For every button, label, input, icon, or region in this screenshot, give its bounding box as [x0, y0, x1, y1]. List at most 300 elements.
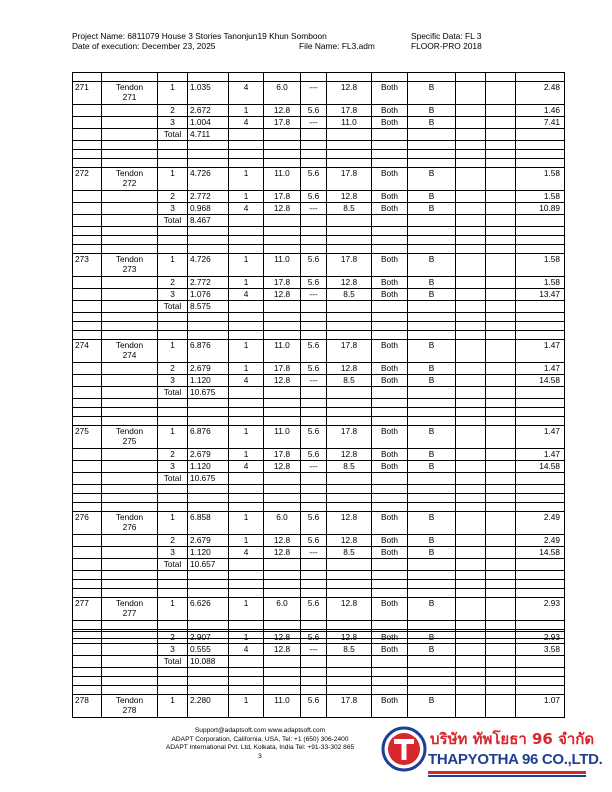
height-mid: 5.6 — [301, 449, 327, 461]
empty-cell — [301, 559, 327, 571]
empty-cell — [73, 485, 102, 494]
empty-cell — [456, 105, 486, 117]
empty-cell — [188, 150, 229, 159]
height-right: 12.8 — [327, 449, 372, 461]
empty-cell — [486, 571, 516, 580]
shape-type: 4 — [229, 547, 264, 559]
stressing-end: Both — [372, 117, 408, 129]
empty-cell — [486, 245, 516, 254]
empty-cell — [301, 301, 327, 313]
anchor-type: B — [408, 632, 456, 644]
empty-cell — [264, 571, 301, 580]
shape-type: 4 — [229, 644, 264, 656]
empty-cell — [264, 485, 301, 494]
empty-cell — [327, 580, 372, 589]
empty-cell — [229, 408, 264, 417]
empty-cell — [158, 571, 188, 580]
height-right: 12.8 — [327, 82, 372, 105]
total-label: Total — [158, 129, 188, 141]
empty-cell — [73, 150, 102, 159]
empty-cell — [301, 494, 327, 503]
tendon-id — [73, 363, 102, 375]
total-row — [73, 387, 565, 399]
empty-cell — [327, 227, 372, 236]
span-number: 2 — [158, 191, 188, 203]
empty-cell — [372, 129, 408, 141]
height-right: 8.5 — [327, 461, 372, 473]
height-left: 12.8 — [264, 535, 301, 547]
empty-cell — [408, 571, 456, 580]
anchor-type: B — [408, 82, 456, 105]
anchor-type: B — [408, 363, 456, 375]
empty-cell — [301, 686, 327, 695]
empty-cell — [229, 129, 264, 141]
empty-cell — [264, 559, 301, 571]
length-value: 6.626 — [188, 598, 229, 621]
empty-cell — [456, 82, 486, 105]
empty-cell — [486, 331, 516, 340]
span-number: 2 — [158, 105, 188, 117]
empty-cell — [456, 408, 486, 417]
empty-cell — [158, 621, 188, 630]
empty-cell — [188, 313, 229, 322]
empty-cell — [301, 503, 327, 512]
total-row — [73, 656, 565, 668]
span-number: 2 — [158, 632, 188, 644]
height-right: 17.8 — [327, 105, 372, 117]
blank-row — [73, 408, 565, 417]
shape-type: 1 — [229, 277, 264, 289]
elongation-value: 7.41 — [516, 117, 565, 129]
empty-cell — [73, 408, 102, 417]
tendon-id: 273 — [73, 254, 102, 277]
tendon-number: 278 — [122, 705, 137, 715]
empty-cell — [456, 580, 486, 589]
table-row — [73, 117, 565, 129]
stressing-end: Both — [372, 632, 408, 644]
empty-cell — [73, 656, 102, 668]
empty-cell — [516, 215, 565, 227]
empty-cell — [486, 399, 516, 408]
shape-type: 4 — [229, 289, 264, 301]
blank-row — [73, 668, 565, 677]
empty-cell — [516, 677, 565, 686]
empty-cell — [408, 485, 456, 494]
empty-cell — [102, 399, 158, 408]
empty-cell — [327, 150, 372, 159]
empty-cell — [264, 399, 301, 408]
total-value: 10.675 — [188, 473, 229, 485]
empty-cell — [264, 129, 301, 141]
empty-cell — [456, 313, 486, 322]
empty-cell — [516, 150, 565, 159]
empty-cell — [188, 580, 229, 589]
empty-cell — [516, 227, 565, 236]
anchor-type: B — [408, 449, 456, 461]
empty-cell — [73, 494, 102, 503]
empty-cell — [327, 559, 372, 571]
empty-cell — [516, 141, 565, 150]
shape-type: 1 — [229, 363, 264, 375]
empty-cell — [188, 236, 229, 245]
stressing-end: Both — [372, 426, 408, 449]
height-mid: 5.6 — [301, 340, 327, 363]
elongation-value: 2.49 — [516, 535, 565, 547]
length-value: 2.772 — [188, 191, 229, 203]
logo-underline-red — [428, 771, 586, 774]
empty-cell — [327, 141, 372, 150]
span-number: 1 — [158, 254, 188, 277]
empty-cell — [408, 150, 456, 159]
empty-cell — [264, 621, 301, 630]
empty-cell — [264, 668, 301, 677]
height-right: 12.8 — [327, 535, 372, 547]
empty-cell — [264, 473, 301, 485]
empty-cell — [188, 668, 229, 677]
empty-cell — [516, 129, 565, 141]
blank-row — [73, 236, 565, 245]
tendon-id — [73, 461, 102, 473]
empty-cell — [73, 417, 102, 426]
tendon-label — [102, 632, 158, 644]
empty-cell — [102, 485, 158, 494]
empty-cell — [158, 331, 188, 340]
empty-cell — [408, 73, 456, 82]
tendon-word: Tendon — [115, 426, 144, 436]
shape-type: 1 — [229, 449, 264, 461]
elongation-value: 1.58 — [516, 168, 565, 191]
blank-row — [73, 494, 565, 503]
empty-cell — [264, 322, 301, 331]
height-left: 12.8 — [264, 461, 301, 473]
empty-cell — [486, 656, 516, 668]
empty-cell — [102, 387, 158, 399]
empty-cell — [102, 559, 158, 571]
empty-cell — [301, 129, 327, 141]
empty-cell — [372, 408, 408, 417]
empty-cell — [372, 571, 408, 580]
empty-cell — [264, 417, 301, 426]
empty-cell — [158, 236, 188, 245]
empty-cell — [188, 331, 229, 340]
empty-cell — [456, 277, 486, 289]
anchor-type: B — [408, 277, 456, 289]
shape-type: 1 — [229, 340, 264, 363]
table-row — [73, 632, 565, 644]
empty-cell — [327, 129, 372, 141]
empty-cell — [486, 559, 516, 571]
empty-cell — [456, 426, 486, 449]
empty-cell — [486, 598, 516, 621]
elongation-value: 1.47 — [516, 449, 565, 461]
tendon-number: 271 — [122, 92, 137, 102]
empty-cell — [456, 589, 486, 598]
empty-cell — [158, 668, 188, 677]
footer-line-1: Support@adaptsoft.com www.adaptsoft.com — [194, 727, 326, 734]
height-left: 6.0 — [264, 598, 301, 621]
empty-cell — [486, 668, 516, 677]
empty-cell — [486, 644, 516, 656]
stressing-end: Both — [372, 277, 408, 289]
tendon-label — [102, 191, 158, 203]
total-label: Total — [158, 215, 188, 227]
elongation-value: 10.89 — [516, 203, 565, 215]
empty-cell — [456, 686, 486, 695]
logo-thai-name: บริษัท ทัพโยธา 96 จำกัด — [430, 730, 595, 748]
empty-cell — [73, 236, 102, 245]
height-left: 11.0 — [264, 254, 301, 277]
anchor-type: B — [408, 426, 456, 449]
empty-cell — [327, 387, 372, 399]
length-value: 6.876 — [188, 426, 229, 449]
blank-row — [73, 245, 565, 254]
empty-cell — [486, 73, 516, 82]
stressing-end: Both — [372, 461, 408, 473]
empty-cell — [301, 227, 327, 236]
empty-cell — [188, 227, 229, 236]
tendon-id — [73, 105, 102, 117]
stressing-end: Both — [372, 82, 408, 105]
tendon-id — [73, 203, 102, 215]
empty-cell — [188, 141, 229, 150]
empty-cell — [102, 227, 158, 236]
empty-cell — [229, 313, 264, 322]
empty-cell — [229, 322, 264, 331]
anchor-type: B — [408, 644, 456, 656]
empty-cell — [102, 301, 158, 313]
elongation-value: 14.58 — [516, 375, 565, 387]
empty-cell — [408, 159, 456, 168]
empty-cell — [264, 503, 301, 512]
shape-type: 1 — [229, 105, 264, 117]
empty-cell — [456, 677, 486, 686]
empty-cell — [264, 245, 301, 254]
empty-cell — [486, 580, 516, 589]
empty-cell — [456, 331, 486, 340]
empty-cell — [327, 686, 372, 695]
empty-cell — [301, 399, 327, 408]
empty-cell — [158, 485, 188, 494]
empty-cell — [372, 236, 408, 245]
empty-cell — [327, 408, 372, 417]
shape-type: 1 — [229, 535, 264, 547]
height-mid: 5.6 — [301, 105, 327, 117]
empty-cell — [516, 571, 565, 580]
empty-cell — [486, 277, 516, 289]
empty-cell — [327, 503, 372, 512]
span-number: 3 — [158, 289, 188, 301]
empty-cell — [456, 159, 486, 168]
empty-cell — [73, 141, 102, 150]
height-left: 6.0 — [264, 512, 301, 535]
shape-type: 4 — [229, 461, 264, 473]
height-right: 12.8 — [327, 598, 372, 621]
empty-cell — [229, 677, 264, 686]
empty-cell — [229, 473, 264, 485]
empty-cell — [229, 571, 264, 580]
empty-cell — [486, 289, 516, 301]
empty-cell — [301, 322, 327, 331]
empty-cell — [408, 236, 456, 245]
height-left: 17.8 — [264, 277, 301, 289]
empty-cell — [456, 695, 486, 718]
empty-cell — [456, 644, 486, 656]
empty-cell — [408, 686, 456, 695]
empty-cell — [486, 191, 516, 203]
height-mid: 5.6 — [301, 426, 327, 449]
anchor-type: B — [408, 547, 456, 559]
empty-cell — [73, 677, 102, 686]
empty-cell — [372, 485, 408, 494]
height-mid: --- — [301, 203, 327, 215]
table-row — [73, 535, 565, 547]
empty-cell — [158, 227, 188, 236]
empty-cell — [102, 473, 158, 485]
stressing-end: Both — [372, 547, 408, 559]
empty-cell — [188, 322, 229, 331]
empty-cell — [516, 399, 565, 408]
span-number: 1 — [158, 168, 188, 191]
empty-cell — [102, 494, 158, 503]
height-right: 17.8 — [327, 426, 372, 449]
stressing-end: Both — [372, 535, 408, 547]
blank-row — [73, 399, 565, 408]
empty-cell — [102, 322, 158, 331]
empty-cell — [516, 473, 565, 485]
empty-cell — [158, 589, 188, 598]
empty-cell — [486, 494, 516, 503]
empty-cell — [516, 621, 565, 630]
table-row — [73, 340, 565, 363]
project-name: Project Name: 6811079 House 3 Stories Tanonjun19 Khun Somboon — [72, 31, 327, 41]
span-number: 2 — [158, 363, 188, 375]
empty-cell — [73, 686, 102, 695]
empty-cell — [372, 473, 408, 485]
height-mid: --- — [301, 461, 327, 473]
empty-cell — [456, 559, 486, 571]
tendon-id — [73, 547, 102, 559]
anchor-type: B — [408, 117, 456, 129]
page-number: 3 — [258, 752, 262, 760]
tendon-label — [102, 117, 158, 129]
empty-cell — [229, 580, 264, 589]
empty-cell — [486, 677, 516, 686]
tendon-number: 272 — [122, 178, 137, 188]
empty-cell — [301, 473, 327, 485]
tendon-label — [102, 254, 158, 277]
total-value: 8.467 — [188, 215, 229, 227]
blank-row — [73, 571, 565, 580]
height-mid: 5.6 — [301, 535, 327, 547]
empty-cell — [456, 598, 486, 621]
empty-cell — [408, 494, 456, 503]
empty-cell — [372, 322, 408, 331]
span-number: 2 — [158, 277, 188, 289]
empty-cell — [264, 494, 301, 503]
empty-cell — [327, 301, 372, 313]
anchor-type: B — [408, 695, 456, 718]
height-left: 12.8 — [264, 203, 301, 215]
shape-type: 1 — [229, 598, 264, 621]
length-value: 0.555 — [188, 644, 229, 656]
blank-row — [73, 621, 565, 630]
span-number: 1 — [158, 426, 188, 449]
empty-cell — [516, 322, 565, 331]
length-value: 1.120 — [188, 461, 229, 473]
empty-cell — [456, 449, 486, 461]
blank-row — [73, 73, 565, 82]
empty-cell — [73, 301, 102, 313]
height-mid: --- — [301, 375, 327, 387]
empty-cell — [456, 322, 486, 331]
empty-cell — [73, 159, 102, 168]
empty-cell — [516, 245, 565, 254]
empty-cell — [486, 449, 516, 461]
empty-cell — [188, 408, 229, 417]
empty-cell — [456, 150, 486, 159]
empty-cell — [456, 461, 486, 473]
height-left: 12.8 — [264, 289, 301, 301]
height-right: 8.5 — [327, 375, 372, 387]
empty-cell — [456, 73, 486, 82]
empty-cell — [486, 215, 516, 227]
empty-cell — [264, 313, 301, 322]
empty-cell — [456, 656, 486, 668]
empty-cell — [408, 589, 456, 598]
empty-cell — [372, 331, 408, 340]
empty-cell — [456, 399, 486, 408]
anchor-type: B — [408, 168, 456, 191]
elongation-value: 3.58 — [516, 644, 565, 656]
blank-row — [73, 159, 565, 168]
height-mid: 5.6 — [301, 191, 327, 203]
stressing-end: Both — [372, 375, 408, 387]
empty-cell — [372, 227, 408, 236]
tendon-label — [102, 695, 158, 718]
anchor-type: B — [408, 461, 456, 473]
empty-cell — [229, 686, 264, 695]
empty-cell — [486, 695, 516, 718]
total-label: Total — [158, 473, 188, 485]
empty-cell — [158, 686, 188, 695]
height-mid: 5.6 — [301, 168, 327, 191]
tendon-number: 277 — [122, 608, 137, 618]
empty-cell — [408, 668, 456, 677]
blank-row — [73, 503, 565, 512]
empty-cell — [229, 159, 264, 168]
height-mid: 5.6 — [301, 695, 327, 718]
height-left: 11.0 — [264, 695, 301, 718]
tendon-id: 278 — [73, 695, 102, 718]
anchor-type: B — [408, 598, 456, 621]
stressing-end: Both — [372, 191, 408, 203]
empty-cell — [408, 408, 456, 417]
empty-cell — [73, 129, 102, 141]
empty-cell — [516, 73, 565, 82]
height-mid: --- — [301, 547, 327, 559]
anchor-type: B — [408, 191, 456, 203]
empty-cell — [229, 503, 264, 512]
empty-cell — [327, 494, 372, 503]
empty-cell — [301, 417, 327, 426]
empty-cell — [516, 559, 565, 571]
shape-type: 4 — [229, 375, 264, 387]
empty-cell — [229, 399, 264, 408]
length-value: 0.968 — [188, 203, 229, 215]
height-mid: 5.6 — [301, 254, 327, 277]
table-row — [73, 644, 565, 656]
empty-cell — [73, 387, 102, 399]
